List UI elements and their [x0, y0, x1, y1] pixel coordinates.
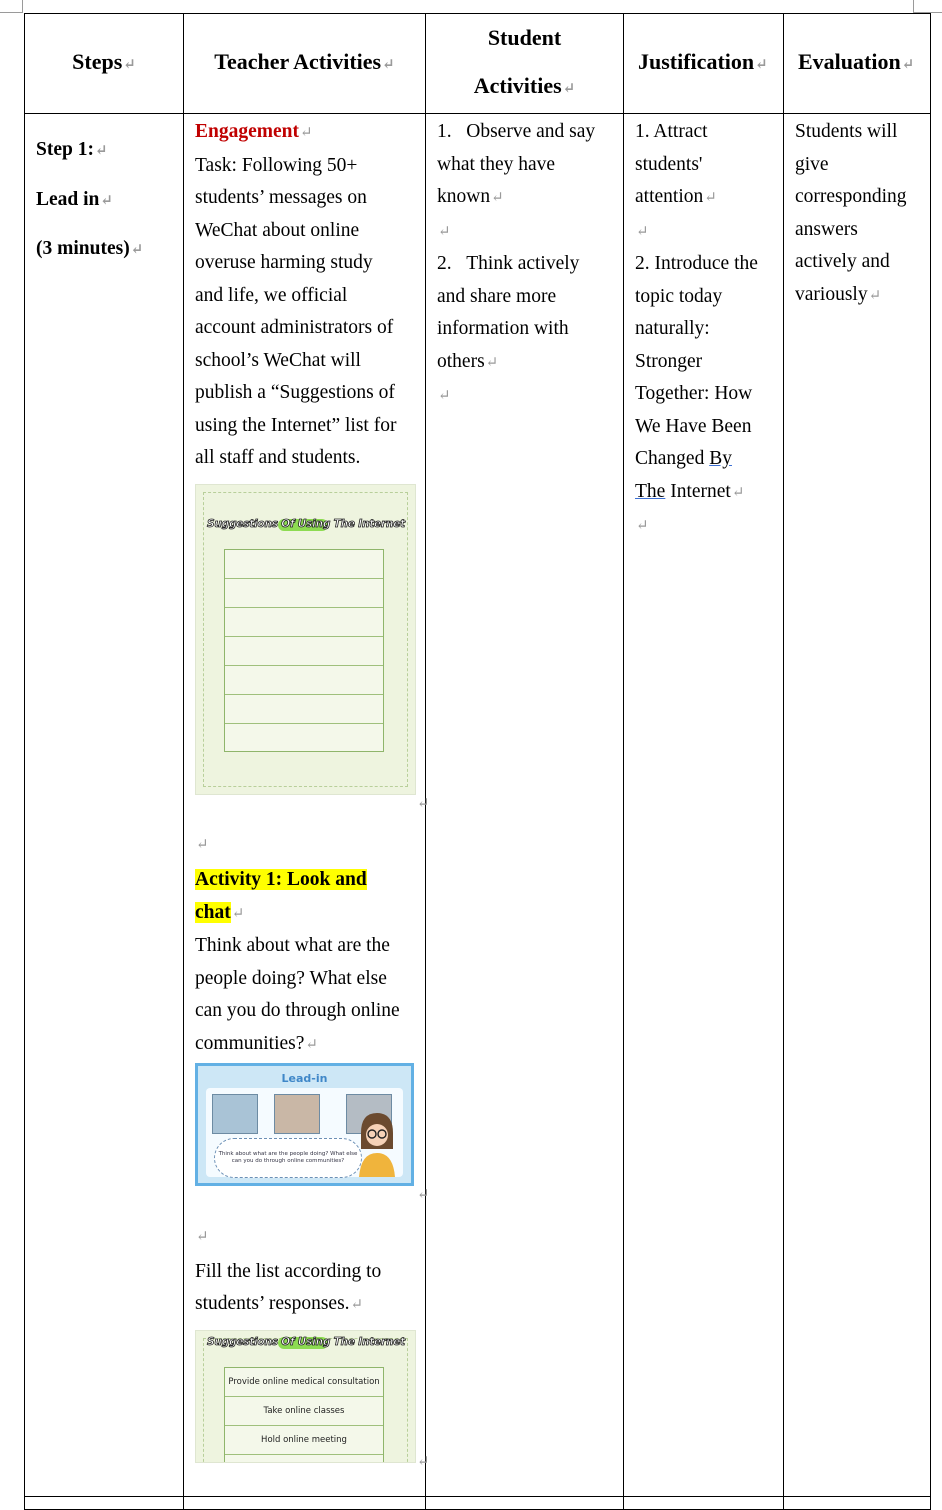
student-activities-cell: 1. Observe and say what they have known↵ ↵ 2. Think actively and share more information with others↵ ↵	[426, 114, 624, 1497]
filled-list-rows	[224, 1367, 384, 1463]
header-student-activities: Student Activities↵	[426, 14, 624, 114]
lead-in-slide-title: Lead-in	[281, 1072, 328, 1085]
justification-item-2: 2. Introduce the topic today naturally: Stronger Together: How We Have Been Changed By The Internet↵	[635, 253, 758, 502]
step-1-row	[25, 114, 931, 1497]
header-justification: Justification↵	[624, 14, 784, 114]
header-steps: Steps↵	[25, 14, 184, 114]
engagement-heading: Engagement↵	[195, 121, 313, 142]
steps-cell	[25, 114, 184, 1497]
list-item: Provide online medical consultation	[225, 1368, 383, 1397]
teacher-activities-cell: Engagement↵ Task: Following 50+ students’ messages on WeChat about online overuse harming study and life, we official account administrators of school’s WeChat will publish a “Suggestions of using the Internet” list for all staff and students. Suggestions Of Using The Internet ↵ ↵ Activity 1: Look and chat↵ Think about what are the people doing? What else can you do through online communities?↵ Lead-in Think about what are the people doing? What else can you do through online communities? ↵ ↵ Fill the list according to students’ responses.↵ Suggestions Of Using The Internet Provide online medical consultation Take online classes Hold online meeting ↵	[184, 114, 426, 1497]
step-name: Lead in↵	[36, 188, 113, 210]
suggestions-list-slide-blank	[195, 484, 416, 795]
step-number: Step 1:↵	[36, 139, 108, 160]
empty-list-rows	[224, 549, 384, 752]
activity-1-heading: Activity 1: Look and chat↵	[195, 869, 367, 923]
slide-title: Suggestions Of Using The Internet	[207, 517, 405, 530]
justification-cell: 1. Attract students' attention↵ ↵ 2. Introduce the topic today naturally: Stronger Together: How We Have Been Changed By The Internet↵ ↵	[624, 114, 784, 1497]
header-evaluation: Evaluation↵	[784, 14, 931, 114]
step-duration: (3 minutes)↵	[36, 238, 144, 259]
thinking-girl-illustration	[355, 1109, 399, 1177]
student-item-1: 1. Observe and say what they have known↵	[437, 121, 596, 207]
lesson-plan-table	[24, 13, 931, 1510]
suggestions-list-slide-filled: Suggestions Of Using The Internet Provide online medical consultation Take online classes Hold online meeting	[195, 1330, 416, 1463]
next-row-top	[25, 1497, 931, 1510]
evaluation-cell	[784, 114, 931, 1497]
justification-item-1: 1. Attract students' attention↵	[635, 121, 717, 207]
activity-question: Think about what are the people doing? What else can you do through online communities?↵	[195, 935, 400, 1054]
list-item: Take online classes	[225, 1397, 383, 1426]
page-corner-mark-right	[913, 0, 942, 13]
header-row	[25, 14, 931, 114]
task-text: Task: Following 50+ students’ messages on WeChat about online overuse harming study and life, we official account administrators of school’s WeChat will publish a “Suggestions of using the Internet” list for all staff and students.	[195, 154, 397, 468]
evaluation-text: Students will give corresponding answers actively and variously↵	[795, 121, 907, 305]
header-teacher-activities: Teacher Activities↵	[184, 14, 426, 114]
student-item-2: 2. Think actively and share more information with others↵	[437, 253, 580, 372]
fill-list-instruction: Fill the list according to students’ responses.↵	[195, 1260, 382, 1314]
page-corner-mark-left	[0, 0, 23, 13]
thought-bubble: Think about what are the people doing? What else can you do through online communities?	[214, 1138, 362, 1178]
photo-medical	[212, 1094, 258, 1134]
lead-in-slide	[195, 1063, 414, 1186]
photo-class	[274, 1094, 320, 1134]
list-item: Hold online meeting	[225, 1426, 383, 1455]
